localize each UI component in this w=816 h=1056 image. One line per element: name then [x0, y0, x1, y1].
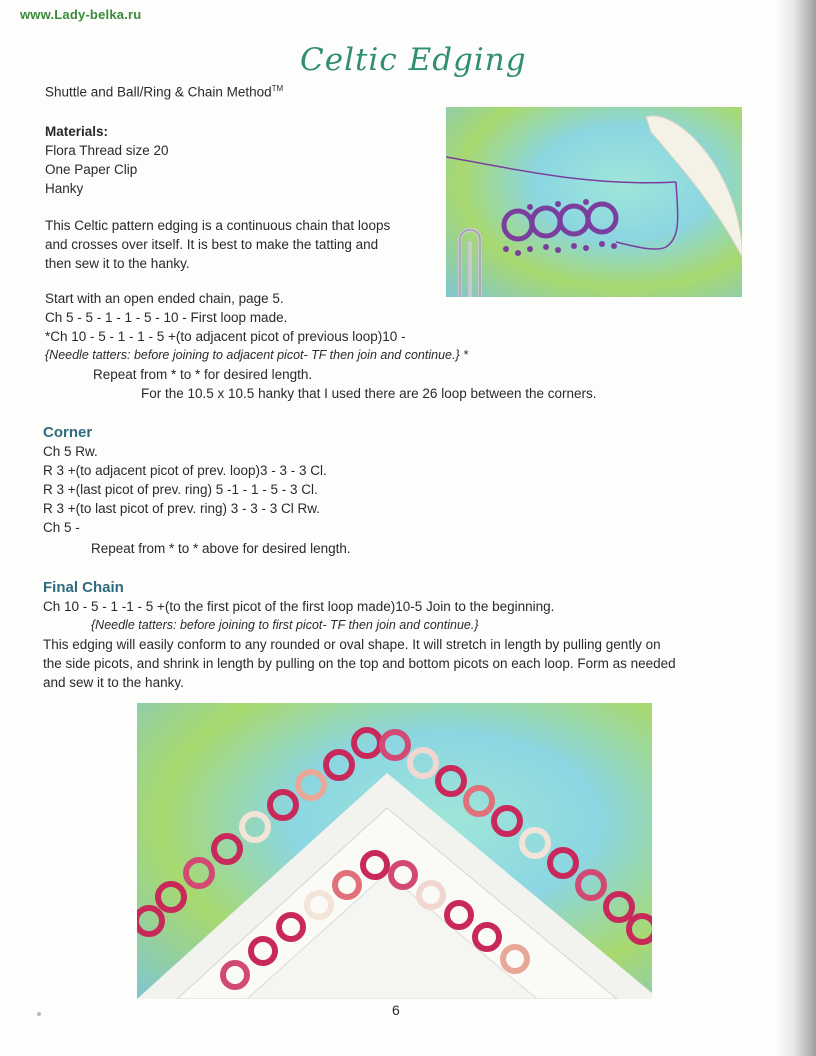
tatting-in-progress-illustration	[446, 107, 742, 297]
instruction-line: Ch 10 - 5 - 1 -1 - 5 +(to the first picot of the first loop made)10-5 Join to the beginning.	[43, 599, 555, 614]
tatting-in-progress-photo	[446, 107, 742, 297]
loop-count-note: For the 10.5 x 10.5 hanky that I used there are 26 loop between the corners.	[141, 386, 597, 401]
intro-line: and crosses over itself. It is best to make the tatting and	[45, 237, 379, 252]
page-title: Celtic Edging	[300, 42, 527, 78]
repeat-instruction: Repeat from * to * above for desired length.	[91, 541, 351, 556]
material-item: Flora Thread size 20	[45, 143, 169, 158]
needle-tatters-note: {Needle tatters: before joining to adjacent picot- TF then join and continue.} *	[45, 348, 468, 362]
intro-line: This Celtic pattern edging is a continuous chain that loops	[45, 218, 391, 233]
needle-tatters-note: {Needle tatters: before joining to first picot- TF then join and continue.}	[91, 618, 479, 632]
repeat-instruction: Repeat from * to * for desired length.	[93, 367, 313, 382]
closing-paragraph-line: This edging will easily conform to any rounded or oval shape. It will stretch in length by pulling gently on	[43, 637, 661, 652]
material-item: One Paper Clip	[45, 162, 138, 177]
scan-speck	[37, 1012, 41, 1016]
closing-paragraph-line: the side picots, and shrink in length by pulling on the top and bottom picots on each loop. Form as needed	[43, 656, 676, 671]
finished-edging-photo	[137, 703, 652, 999]
hanky-corner-illustration	[137, 703, 652, 999]
materials-section	[45, 122, 169, 198]
instruction-line: Ch 5 - 5 - 1 - 1 - 5 - 10 - First loop made.	[45, 310, 288, 325]
instruction-line: *Ch 10 - 5 - 1 - 1 - 5 +(to adjacent picot of previous loop)10 -	[45, 329, 406, 344]
materials-heading: Materials:	[45, 124, 109, 139]
start-instructions	[45, 289, 597, 403]
trademark-mark: TM	[271, 84, 284, 93]
material-item: Hanky	[45, 181, 84, 196]
instruction-line: R 3 +(last picot of prev. ring) 5 -1 - 1 - 5 - 3 Cl.	[43, 482, 318, 497]
instruction-line: R 3 +(to adjacent picot of prev. loop)3 - 3 - 3 Cl.	[43, 463, 327, 478]
book-spine-shadow	[776, 0, 816, 1056]
instruction-line: Start with an open ended chain, page 5.	[45, 291, 284, 306]
page-number: 6	[392, 1002, 400, 1018]
instruction-line: R 3 +(to last picot of prev. ring) 3 - 3 - 3 Cl Rw.	[43, 501, 320, 516]
subtitle	[45, 84, 283, 100]
intro-line: then sew it to the hanky.	[45, 256, 190, 271]
closing-paragraph-line: and sew it to the hanky.	[43, 675, 184, 690]
instruction-line: Ch 5 Rw.	[43, 444, 98, 459]
intro-paragraph	[45, 216, 390, 273]
corner-heading: Corner	[43, 424, 93, 441]
final-chain-section	[43, 578, 676, 692]
final-chain-heading: Final Chain	[43, 579, 124, 596]
corner-section	[43, 423, 351, 558]
watermark: www.Lady-belka.ru	[20, 7, 142, 22]
instruction-line: Ch 5 -	[43, 520, 80, 535]
subtitle-text: Shuttle and Ball/Ring & Chain Method	[45, 84, 272, 100]
